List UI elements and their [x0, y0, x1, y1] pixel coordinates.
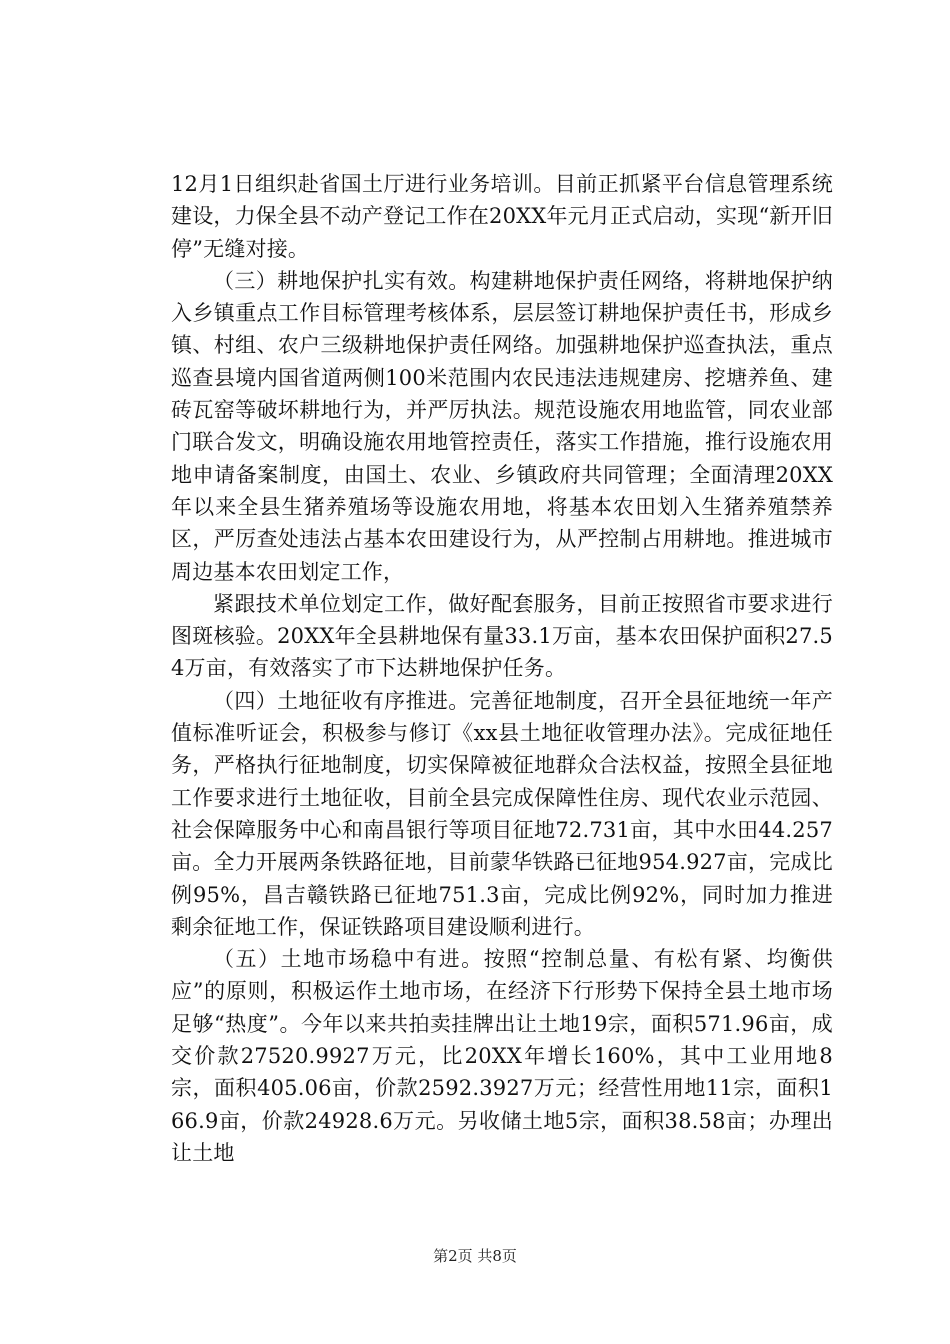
- page-number: 第2页: [433, 1247, 473, 1265]
- paragraph-5: （五）土地市场稳中有进。按照“控制总量、有松有紧、均衡供应”的原则，积极运作土地市场，在经济下行形势下保持全县土地市场足够“热度”。今年以来共拍卖挂牌出让土地19宗，面积571.96亩，成交价款27520.9927万元，比20XX年增长160%，其中工业用地8宗，面积405.06亩，价款2592.3927万元；经营性用地11宗，面积166.9亩，价款24928.6万元。另收储土地5宗，面积38.58亩；办理出让土地: [171, 947, 833, 1165]
- paragraph-3: 紧跟技术单位划定工作，做好配套服务，目前正按照省市要求进行图斑核验。20XX年全县耕地保有量33.1万亩，基本农田保护面积27.54万亩，有效落实了市下达耕地保护任务。: [171, 591, 833, 681]
- document-body: [171, 168, 833, 1169]
- paragraph-1: 12月1日组织赴省国土厅进行业务培训。目前正抓紧平台信息管理系统建设，力保全县不动产登记工作在20XX年元月正式启动，实现“新开旧停”无缝对接。: [171, 172, 833, 261]
- paragraph-4: （四）土地征收有序推进。完善征地制度，召开全县征地统一年产值标准听证会，积极参与修订《xx县土地征收管理办法》。完成征地任务，严格执行征地制度，切实保障被征地群众合法权益，按照全县征地工作要求进行土地征收，目前全县完成保障性住房、现代农业示范园、社会保障服务中心和南昌银行等项目征地72.731亩，其中水田44.257亩。全力开展两条铁路征地，目前蒙华铁路已征地954.927亩，完成比例95%，昌吉赣铁路已征地751.3亩，完成比例92%，同时加力推进剩余征地工作，保证铁路项目建设顺利进行。: [171, 688, 833, 939]
- paragraph-2: （三）耕地保护扎实有效。构建耕地保护责任网络，将耕地保护纳入乡镇重点工作目标管理考核体系，层层签订耕地保护责任书，形成乡镇、村组、农户三级耕地保护责任网络。加强耕地保护巡查执法，重点巡查县境内国省道两侧100米范围内农民违法违规建房、挖塘养鱼、建砖瓦窑等破坏耕地行为，并严厉执法。规范设施农用地监管，同农业部门联合发文，明确设施农用地管控责任，落实工作措施，推行设施农用地申请备案制度，由国土、农业、乡镇政府共同管理；全面清理20XX年以来全县生猪养殖场等设施农用地，将基本农田划入生猪养殖禁养区，严厉查处违法占基本农田建设行为，从严控制占用耕地。推进城市周边基本农田划定工作，: [171, 268, 833, 584]
- page-footer: [0, 1246, 950, 1266]
- page-total: 共8页: [477, 1247, 517, 1265]
